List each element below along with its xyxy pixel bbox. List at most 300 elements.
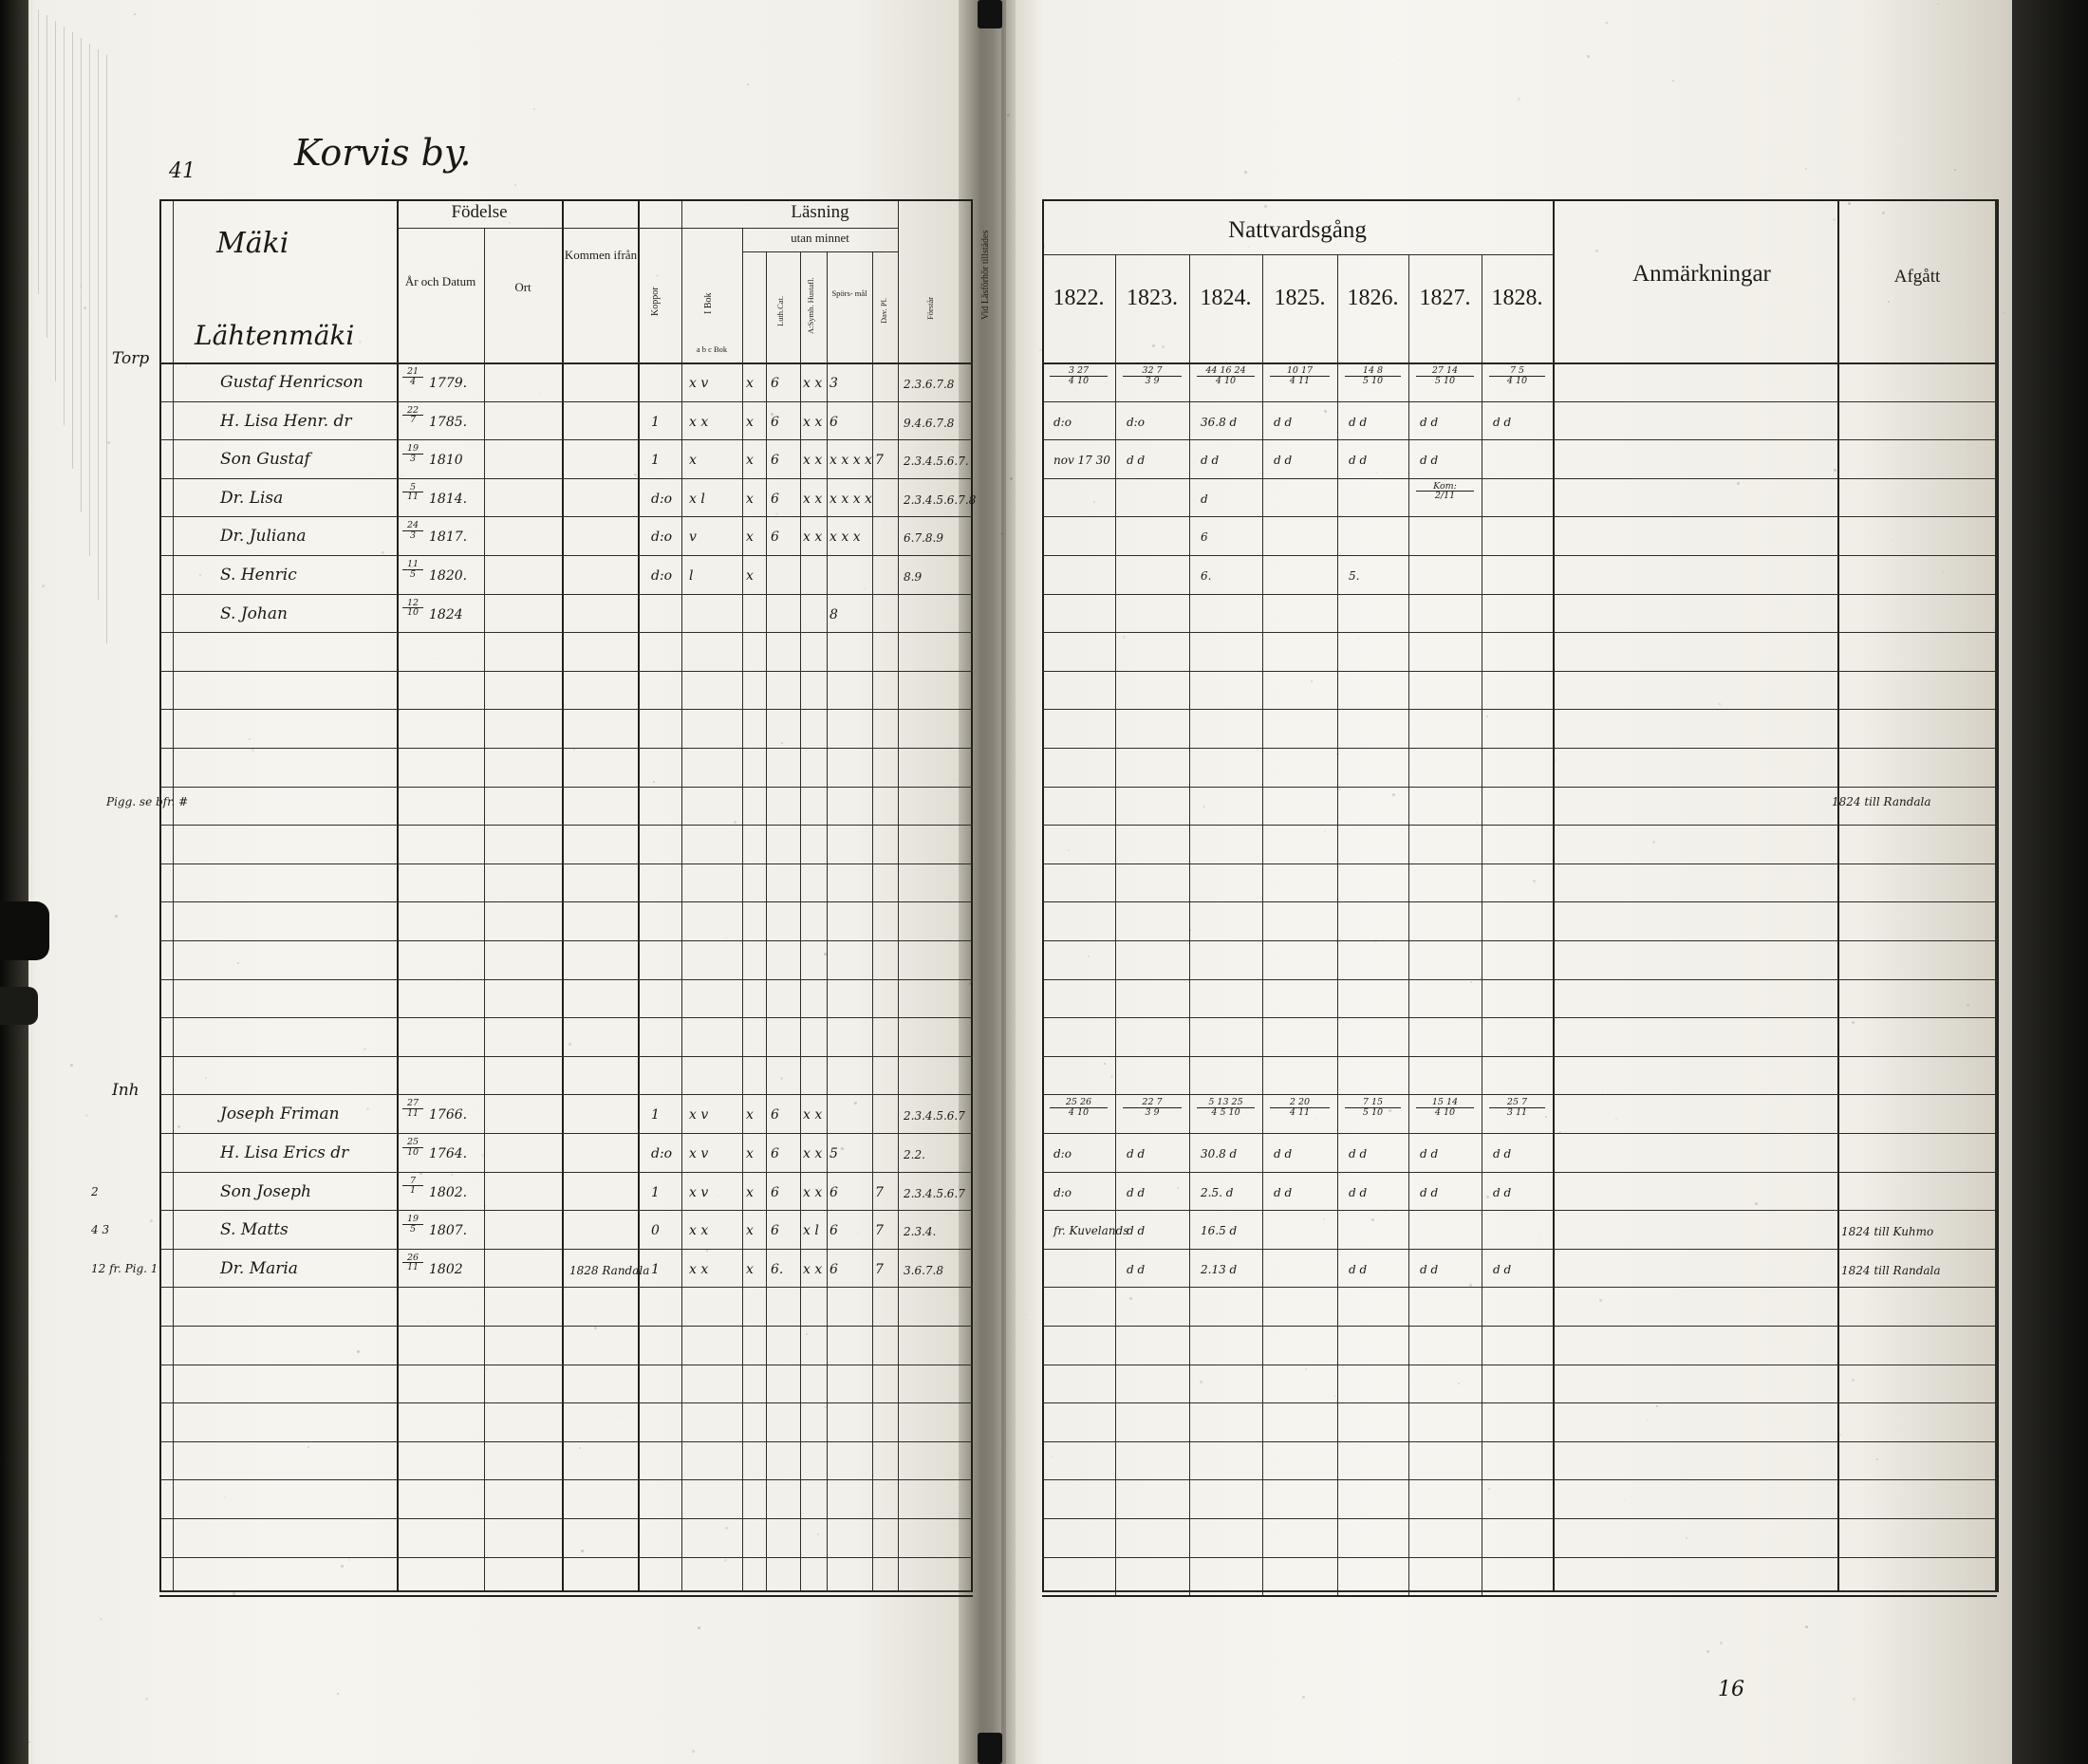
smallpox-value: d:o xyxy=(651,529,673,546)
communion-entry: 6 xyxy=(1201,530,1208,545)
questions-value: 8 xyxy=(830,606,838,622)
departed-note: 1824 till Randala xyxy=(1841,1263,1941,1277)
scan-speckle xyxy=(1717,768,1718,769)
smallpox-value: 1 xyxy=(651,1184,660,1200)
rule-h xyxy=(1042,1210,1997,1211)
person-name: Dr. Juliana xyxy=(220,527,307,547)
scan-speckle xyxy=(1533,880,1536,882)
scan-speckle xyxy=(1374,939,1377,942)
scan-speckle xyxy=(1852,1379,1855,1382)
communion-entry: fr. Kuvelands xyxy=(1053,1224,1129,1238)
reading-book-value: x l xyxy=(689,491,705,507)
rule-h xyxy=(159,709,973,710)
scan-speckle xyxy=(316,1400,317,1401)
scan-speckle xyxy=(692,1750,695,1753)
scan-speckle xyxy=(1371,1218,1374,1221)
rule-h xyxy=(1042,1441,1997,1442)
rule-h xyxy=(159,1557,973,1558)
left-register-table xyxy=(159,199,973,1592)
rule-v xyxy=(872,251,873,1592)
scan-speckle xyxy=(781,742,783,744)
birth-group-header: Födelse xyxy=(451,202,508,222)
scan-speckle xyxy=(1177,1187,1179,1189)
scan-speckle xyxy=(1007,114,1010,117)
village-heading: Korvis by. xyxy=(294,132,472,174)
scan-streak xyxy=(38,9,39,294)
rule-h xyxy=(159,1479,973,1480)
communion-entry: d d xyxy=(1127,1185,1146,1199)
smallpox-value: 1 xyxy=(651,414,660,430)
scan-speckle xyxy=(1244,171,1247,174)
abc-value: x xyxy=(746,1184,754,1200)
scan-speckle xyxy=(401,475,402,476)
scan-speckle xyxy=(1123,636,1126,639)
scan-speckle xyxy=(1447,483,1449,485)
right-page-edge-shadow xyxy=(2012,0,2088,1764)
rule-h xyxy=(159,940,973,941)
scan-speckle xyxy=(1248,247,1249,248)
person-name: Gustaf Henricson xyxy=(220,373,364,392)
rule-v xyxy=(638,199,640,1592)
luth-cat-value: 6 xyxy=(771,1223,779,1239)
certificate-value: 2.2. xyxy=(904,1148,925,1161)
scan-speckle xyxy=(366,1107,369,1110)
communion-entry: d d xyxy=(1420,1185,1439,1199)
binder-clip-bottom xyxy=(978,1733,1002,1764)
birth-date-fraction: $\frac{7}{1}$ xyxy=(402,1177,423,1196)
birth-date-fraction: $\frac{27}{11}$ xyxy=(402,1099,423,1118)
communion-entry: $\frac{10 17}{4 11}$ xyxy=(1270,366,1330,385)
scan-speckle xyxy=(1794,102,1795,103)
scan-speckle xyxy=(1189,929,1191,931)
scan-speckle xyxy=(1599,1299,1602,1302)
communion-entry: $\frac{3 27}{4 10}$ xyxy=(1050,366,1108,385)
rule-h xyxy=(1042,1479,1997,1480)
birth-year: 1814. xyxy=(429,491,468,507)
scan-speckle xyxy=(1336,432,1337,433)
scan-speckle xyxy=(664,538,667,541)
communion-entry: d d xyxy=(1349,415,1368,429)
scan-speckle xyxy=(1558,1131,1561,1134)
scan-speckle xyxy=(1599,930,1600,931)
luth-cat-value: 6 xyxy=(771,453,779,469)
scan-speckle xyxy=(1486,715,1488,717)
scan-speckle xyxy=(1389,1109,1391,1112)
person-row-number: 2 xyxy=(91,1184,99,1198)
scan-speckle xyxy=(1595,250,1598,252)
birth-year: 1807. xyxy=(429,1223,468,1239)
scan-speckle xyxy=(1074,1149,1075,1150)
birth-year: 1824 xyxy=(429,606,463,622)
scan-speckle xyxy=(539,163,540,164)
scan-speckle xyxy=(675,1079,676,1080)
scan-speckle xyxy=(1615,1118,1617,1120)
page-number-left: 41 xyxy=(169,159,196,183)
scan-speckle xyxy=(629,1569,630,1570)
dav-pl-header: Dav. Pl. xyxy=(879,297,888,325)
communion-entry: d:o xyxy=(1053,1185,1072,1199)
scan-speckle xyxy=(954,779,955,780)
scan-speckle xyxy=(219,1276,221,1278)
scan-speckle xyxy=(622,561,623,562)
person-name: H. Lisa Henr. dr xyxy=(220,411,352,431)
communion-entry: 6. xyxy=(1201,569,1212,583)
birth-date-fraction: $\frac{12}{10}$ xyxy=(402,599,423,618)
scan-speckle xyxy=(348,1559,350,1561)
scan-speckle xyxy=(70,1064,73,1067)
person-name: Joseph Friman xyxy=(220,1105,340,1124)
scan-speckle xyxy=(1039,348,1042,351)
communion-entry: d d xyxy=(1420,1262,1439,1276)
scan-speckle xyxy=(698,1626,700,1629)
communion-entry: d d xyxy=(1201,454,1220,468)
scan-speckle xyxy=(341,1565,344,1568)
rule-h xyxy=(159,516,973,517)
luth-cat-value: 6 xyxy=(771,1146,779,1161)
certificate-value: 2.3.4.5.6.7 xyxy=(904,1109,965,1123)
birth-year-header: År och Datum xyxy=(404,274,476,288)
scan-speckle xyxy=(573,749,575,751)
scan-speckle xyxy=(734,821,736,824)
luth-cat-header: Luth.Cat. xyxy=(775,295,785,326)
scan-streak xyxy=(55,21,56,381)
rule-h xyxy=(159,1287,973,1288)
person-name: S. Henric xyxy=(220,566,297,585)
scan-speckle xyxy=(865,588,866,589)
scan-speckle xyxy=(254,339,256,341)
scan-speckle xyxy=(1882,212,1885,214)
scan-speckle xyxy=(1836,804,1838,806)
scan-speckle xyxy=(806,1333,808,1335)
communion-entry: 2.5. d xyxy=(1201,1185,1234,1199)
scan-speckle xyxy=(486,1368,488,1370)
communion-entry: $\frac{15 14}{4 10}$ xyxy=(1416,1098,1474,1117)
birth-date-fraction: $\frac{22}{7}$ xyxy=(402,406,423,425)
rule-h xyxy=(1042,439,1997,440)
rule-h xyxy=(159,1518,973,1519)
rule-h xyxy=(159,478,973,479)
scan-speckle xyxy=(653,781,655,783)
scan-speckle xyxy=(252,749,254,752)
scan-speckle xyxy=(1891,540,1892,541)
scan-speckle xyxy=(150,1219,153,1222)
abc-value: x xyxy=(746,414,754,430)
rule-h xyxy=(1042,401,1997,402)
scan-speckle xyxy=(451,399,452,400)
scan-speckle xyxy=(28,1741,30,1743)
rule-h xyxy=(159,1441,973,1442)
scan-speckle xyxy=(107,441,110,444)
scan-speckle xyxy=(1042,245,1045,248)
scan-speckle xyxy=(364,1048,366,1050)
scan-speckle xyxy=(308,1446,309,1448)
communion-entry: $\frac{7 15}{5 10}$ xyxy=(1345,1098,1401,1117)
scan-speckle xyxy=(2040,927,2041,929)
scan-speckle xyxy=(1007,1445,1009,1447)
scan-speckle xyxy=(1450,133,1451,134)
smallpox-value: 1 xyxy=(651,1261,660,1277)
rule-h xyxy=(681,228,898,229)
scan-speckle xyxy=(359,341,362,344)
scan-speckle xyxy=(1954,169,1956,171)
scan-speckle xyxy=(1302,1696,1305,1699)
communion-year-header: 1828. xyxy=(1491,286,1543,310)
reading-book-value: x x xyxy=(689,1261,709,1277)
communion-entry: d d xyxy=(1420,415,1439,429)
questions-value: 5 xyxy=(830,1146,838,1161)
communion-entry: d d xyxy=(1127,1262,1146,1276)
scan-speckle xyxy=(2054,46,2056,47)
rule-h xyxy=(1042,632,1997,633)
dav-pl-value: 7 xyxy=(875,1261,884,1277)
scan-speckle xyxy=(1624,1499,1625,1500)
scan-speckle xyxy=(1652,841,1655,844)
scan-speckle xyxy=(1068,849,1070,851)
departed-heading: Afgått xyxy=(1893,267,1941,287)
scan-speckle xyxy=(854,1102,857,1105)
scan-speckle xyxy=(1324,410,1327,413)
scan-streak xyxy=(72,32,73,469)
scan-speckle xyxy=(569,1043,571,1046)
birth-year: 1802. xyxy=(429,1184,468,1200)
scan-speckle xyxy=(1305,1368,1307,1370)
farm-heading: Lähtenmäki xyxy=(195,320,355,351)
scan-speckle xyxy=(656,274,659,277)
communion-year-header: 1827. xyxy=(1419,286,1471,310)
rule-v xyxy=(898,199,899,1592)
rule-h xyxy=(159,863,973,864)
reading-group-header: Läsning xyxy=(791,202,849,222)
reading-book-value: x x xyxy=(689,1223,709,1239)
scan-speckle xyxy=(1469,1284,1472,1287)
a-symb-value: x x xyxy=(803,491,823,507)
scan-speckle xyxy=(21,1004,22,1005)
scan-speckle xyxy=(1606,22,1608,24)
scan-speckle xyxy=(1787,806,1788,807)
communion-entry: d d xyxy=(1274,415,1293,429)
scan-speckle xyxy=(775,512,778,515)
scan-speckle xyxy=(266,969,267,970)
certificate-value: 2.3.4.5.6.7 xyxy=(904,1186,965,1200)
scan-speckle xyxy=(237,962,239,964)
rule-h xyxy=(1042,478,1997,479)
rule-v xyxy=(1262,254,1263,1595)
communion-year-header: 1826. xyxy=(1347,286,1399,310)
communion-entry: 36.8 d xyxy=(1201,415,1238,429)
scan-speckle xyxy=(1888,301,1890,303)
scan-speckle xyxy=(881,252,882,253)
scan-speckle xyxy=(269,1475,270,1476)
scan-speckle xyxy=(1656,1405,1658,1407)
departed-note: 1824 till Kuhmo xyxy=(1841,1225,1934,1239)
birth-date-fraction: $\frac{19}{5}$ xyxy=(402,1215,423,1234)
scan-speckle xyxy=(233,1592,235,1595)
rule-h xyxy=(159,787,973,788)
questions-value: 6 xyxy=(830,1261,838,1277)
luth-cat-value: 6 xyxy=(771,1107,779,1123)
person-name: Dr. Maria xyxy=(220,1258,298,1278)
scan-speckle xyxy=(386,841,387,842)
scan-speckle xyxy=(1090,964,1091,965)
rule-h xyxy=(159,439,973,440)
rule-v xyxy=(681,199,682,1592)
scan-speckle xyxy=(1334,1395,1336,1397)
rule-h xyxy=(1042,1326,1997,1327)
page-number-right: 16 xyxy=(1718,1678,1744,1701)
scan-speckle xyxy=(962,1167,964,1169)
rule-h xyxy=(1042,1249,1997,1250)
communion-entry: d d xyxy=(1349,454,1368,468)
communion-entry: d d xyxy=(1274,1185,1293,1199)
birth-date-fraction: $\frac{24}{3}$ xyxy=(402,521,423,540)
scan-speckle xyxy=(509,222,511,224)
scan-speckle xyxy=(1088,956,1090,957)
communion-entry: d d xyxy=(1127,1224,1146,1238)
rule-h xyxy=(1042,516,1997,517)
rule-h xyxy=(159,1017,973,1018)
scan-speckle xyxy=(1555,759,1557,761)
rule-h xyxy=(159,362,973,363)
communion-year-header: 1825. xyxy=(1274,286,1326,310)
scan-speckle xyxy=(1540,1237,1541,1238)
scan-speckle xyxy=(841,1147,844,1150)
birth-year: 1820. xyxy=(429,568,468,584)
scan-speckle xyxy=(1737,482,1740,485)
rule-v xyxy=(1997,199,1999,1592)
scan-speckle xyxy=(1470,981,1472,983)
scan-speckle xyxy=(1853,1698,1855,1700)
scan-speckle xyxy=(1967,1004,1969,1007)
communion-entry: $\frac{2 20}{4 11}$ xyxy=(1270,1098,1330,1117)
communion-entry: d d xyxy=(1420,1147,1439,1161)
reading-book-value: x v xyxy=(689,1184,709,1200)
rule-v xyxy=(800,251,801,1592)
scan-speckle xyxy=(382,551,384,554)
scan-streak xyxy=(81,38,82,512)
came-from-value: 1828 Randala xyxy=(569,1263,650,1277)
rule-h xyxy=(159,1249,973,1250)
a-symb-value: x x xyxy=(803,414,823,430)
scan-speckle xyxy=(1000,1426,1001,1427)
reading-book-value: x x xyxy=(689,414,709,430)
rule-h xyxy=(1042,1172,1997,1173)
certificate-value: 2.3.4.5.6.7.8 xyxy=(904,492,977,507)
birth-year: 1785. xyxy=(429,414,468,430)
rule-h xyxy=(159,594,973,595)
questions-value: 6 xyxy=(830,1223,838,1239)
rule-h xyxy=(1042,254,1553,255)
birth-year: 1810 xyxy=(429,453,463,469)
communion-entry: $\frac{5 13 25}{4 5 10}$ xyxy=(1197,1098,1255,1117)
person-name: Son Joseph xyxy=(220,1181,311,1201)
right-register-table xyxy=(1042,199,1997,1592)
dav-pl-value: 7 xyxy=(875,453,884,469)
rule-h xyxy=(159,1595,973,1597)
luth-cat-value: 6. xyxy=(771,1261,784,1277)
scan-speckle xyxy=(1876,1458,1878,1460)
communion-entry: 16.5 d xyxy=(1201,1224,1238,1238)
scan-speckle xyxy=(780,1077,783,1080)
scan-speckle xyxy=(2034,1059,2037,1062)
abc-value: x xyxy=(746,529,754,546)
rule-h xyxy=(1042,594,1997,595)
rule-v xyxy=(971,199,973,1592)
abc-value: x xyxy=(746,491,754,507)
rule-h xyxy=(1042,1094,1997,1095)
communion-year-header: 1822. xyxy=(1053,286,1105,310)
certificate-value: 2.3.4. xyxy=(904,1225,937,1239)
reading-book-value: x v xyxy=(689,1146,709,1161)
scan-speckle xyxy=(411,566,413,568)
scan-speckle xyxy=(0,1460,2,1462)
scan-speckle xyxy=(539,393,540,394)
a-symb-value: x x xyxy=(803,1146,823,1161)
certificate-value: 3.6.7.8 xyxy=(904,1263,943,1277)
scan-speckle xyxy=(861,1097,862,1098)
scan-speckle xyxy=(1805,168,1807,170)
scan-speckle xyxy=(2024,1379,2025,1380)
smallpox-value: 1 xyxy=(651,453,660,469)
communion-entry: d d xyxy=(1493,1185,1512,1199)
person-row-number: 4 3 xyxy=(91,1223,110,1237)
communion-entry: d d xyxy=(1274,1147,1293,1161)
scan-speckle xyxy=(185,365,187,367)
scan-speckle xyxy=(749,243,750,244)
scan-speckle xyxy=(1311,680,1313,682)
rule-v xyxy=(1042,199,1044,1592)
scan-speckle xyxy=(337,1693,339,1695)
scan-speckle xyxy=(42,585,45,587)
questions-value: x x x x xyxy=(830,453,872,469)
scan-speckle xyxy=(1834,469,1836,472)
scan-speckle xyxy=(1587,55,1590,58)
scan-speckle xyxy=(457,978,458,979)
dav-pl-value: 7 xyxy=(875,1184,884,1200)
abc-value: x xyxy=(746,1146,754,1161)
scan-speckle xyxy=(199,574,201,576)
scan-speckle xyxy=(724,1559,727,1562)
scan-speckle xyxy=(747,84,749,85)
communion-entry: $\frac{44 16 24}{4 10}$ xyxy=(1197,366,1255,385)
scan-speckle xyxy=(1848,202,1851,205)
communion-entry: d d xyxy=(1493,1147,1512,1161)
a-symb-value: x x xyxy=(803,1184,823,1200)
scan-speckle xyxy=(1647,1420,1649,1421)
rule-h xyxy=(1042,787,1997,788)
communion-entry: d d xyxy=(1493,415,1512,429)
certificate-value: 6.7.8.9 xyxy=(904,531,943,546)
household-label: Inh xyxy=(112,1081,140,1101)
scan-speckle xyxy=(509,1732,510,1733)
rule-h xyxy=(159,1402,973,1403)
rule-h xyxy=(742,251,898,252)
certificate-value: 8.9 xyxy=(904,570,923,584)
rule-h xyxy=(159,555,973,556)
reading-book-value: l xyxy=(689,568,694,584)
rule-h xyxy=(397,228,681,229)
scan-speckle xyxy=(428,1320,429,1321)
communion-entry: d d xyxy=(1127,454,1146,468)
scan-speckle xyxy=(419,1172,422,1175)
reading-book-sub-header: a b c Bok xyxy=(696,344,728,354)
scan-speckle xyxy=(224,1496,226,1498)
scan-speckle xyxy=(1545,1116,1547,1118)
reading-book-value: x xyxy=(689,453,697,469)
scan-speckle xyxy=(1010,477,1013,480)
rule-v xyxy=(1337,254,1338,1595)
scan-speckle xyxy=(898,1146,900,1148)
scan-speckle xyxy=(1104,1063,1106,1065)
